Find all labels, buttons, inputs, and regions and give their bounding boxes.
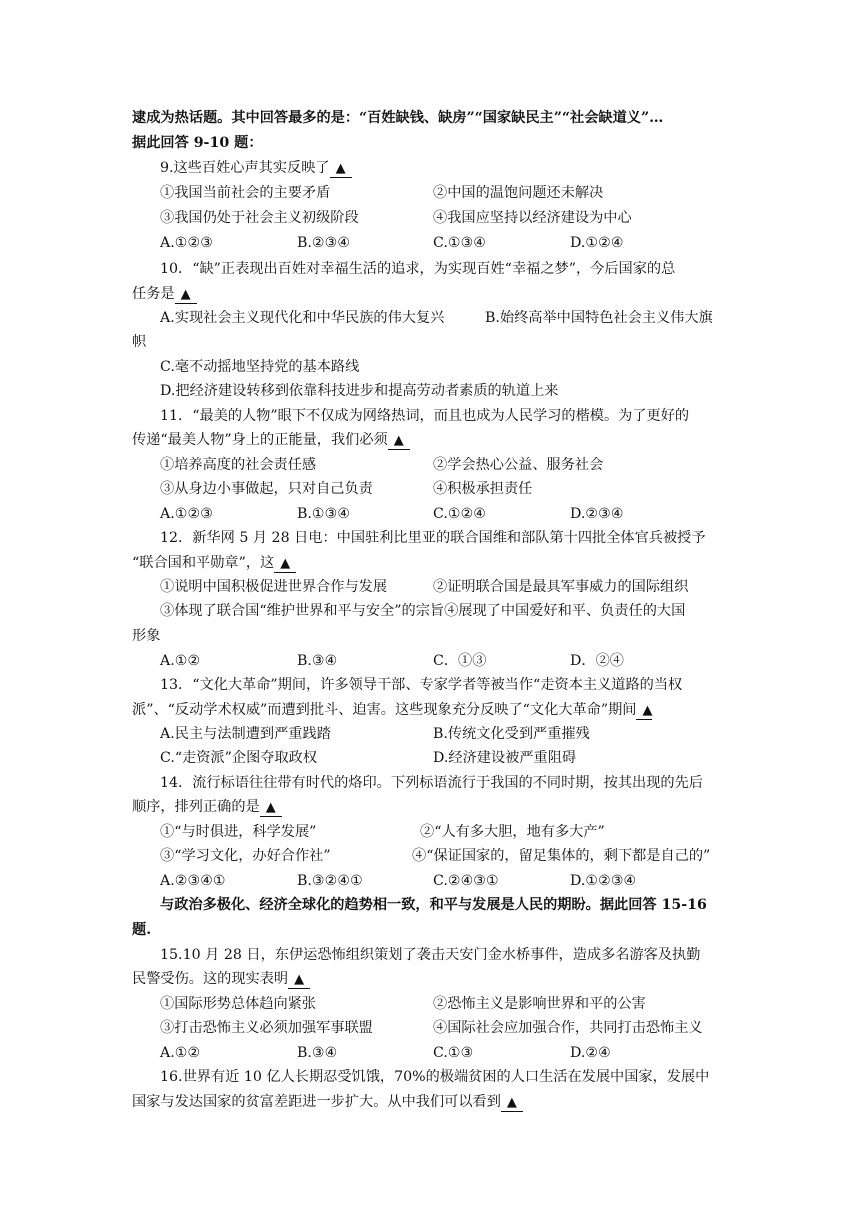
question-15-option-a: A.①② bbox=[160, 1045, 201, 1061]
question-14-stem: 14．流行标语往往带有时代的烙印。下列标语流行于我国的不同时期，按其出现的先后 bbox=[160, 775, 703, 791]
passage-intro-line: 据此回答 9-10 题： bbox=[132, 135, 263, 151]
question-10-stem: 10．“缺”正表现出百姓对幸福生活的追求，为实现百姓“幸福之梦”，今后国家的总 bbox=[160, 261, 676, 277]
question-12-item: ②证明联合国是最具军事威力的国际组织 bbox=[433, 579, 689, 595]
question-9-stem: 9.这些百姓心声其实反映了 ▲ bbox=[160, 158, 352, 178]
question-11-option-a: A.①②③ bbox=[160, 506, 213, 522]
question-15-item: ②恐怖主义是影响世界和平的公害 bbox=[433, 996, 646, 1012]
question-14-item: ②“人有多大胆，地有多大产” bbox=[420, 824, 605, 840]
question-12-option-c: C．①③ bbox=[433, 653, 487, 669]
question-10-option-a: A.实现社会主义现代化和中华民族的伟大复兴 bbox=[160, 310, 445, 326]
question-14-option-a: A.②③④① bbox=[160, 873, 226, 889]
question-15-stem-cont: 民警受伤。这的现实表明 ▲ bbox=[132, 969, 310, 989]
question-11-stem-cont: 传递“最美人物”身上的正能量，我们必须 ▲ bbox=[132, 430, 410, 450]
question-12-stem-cont: “联合国和平勋章”，这 ▲ bbox=[132, 553, 296, 573]
question-10-option-c: C.毫不动摇地坚持党的基本路线 bbox=[160, 359, 360, 375]
question-9-option-d: D.①②④ bbox=[570, 235, 624, 251]
question-11-item: ③从身边小事做起，只对自己负责 bbox=[160, 481, 373, 497]
passage-intro-line: 与政治多极化、经济全球化的趋势相一致，和平与发展是人民的期盼。据此回答 15-16 bbox=[160, 897, 707, 913]
question-9-item: ③我国仍处于社会主义初级阶段 bbox=[160, 210, 359, 226]
question-15-stem: 15.10 月 28 日，东伊运恐怖组织策划了袭击天安门金水桥事件，造成多名游客及执勤 bbox=[160, 947, 701, 963]
triangle-marker-icon: ▲ bbox=[642, 703, 653, 718]
question-15-option-d: D.②④ bbox=[570, 1045, 611, 1061]
question-9-option-a: A.①②③ bbox=[160, 235, 213, 251]
answer-blank bbox=[274, 555, 296, 573]
answer-blank bbox=[260, 799, 282, 817]
question-13-option-d: D.经济建设被严重阻碍 bbox=[433, 750, 577, 766]
question-14-item: ③“学习文化，办好合作社” bbox=[160, 848, 331, 864]
triangle-marker-icon: ▲ bbox=[335, 161, 346, 176]
answer-blank bbox=[175, 286, 197, 304]
question-13-stem-cont: 派”、“反动学术权威”而遭到批斗、迫害。这些现象充分反映了“文化大革命”期间 ▲ bbox=[132, 702, 653, 718]
question-9-item: ①我国当前社会的主要矛盾 bbox=[160, 185, 331, 201]
question-16-stem-cont: 国家与发达国家的贫富差距进一步扩大。从中我们可以看到 ▲ bbox=[132, 1092, 523, 1112]
answer-blank bbox=[501, 1094, 523, 1112]
question-11-option-c: C.①②④ bbox=[433, 506, 487, 522]
question-9-option-b: B.②③④ bbox=[297, 235, 351, 251]
question-11-item: ①培养高度的社会责任感 bbox=[160, 457, 317, 473]
question-12-option-d: D．②④ bbox=[570, 653, 624, 669]
question-11-stem: 11．“最美的人物”眼下不仅成为网络热词，而且也成为人民学习的楷模。为了更好的 bbox=[160, 408, 690, 424]
question-12-item: ③体现了联合国“维护世界和平与安全”的宗旨④展现了中国爱好和平、负责任的大国 bbox=[160, 603, 686, 619]
passage-intro-line: 逮成为热话题。其中回答最多的是：“百姓缺钱、缺房”“国家缺民主”“社会缺道义”… bbox=[132, 110, 664, 126]
question-12-option-b: B.③④ bbox=[297, 653, 338, 669]
answer-blank bbox=[636, 702, 652, 720]
question-13-option-a: A.民主与法制遭到严重践踏 bbox=[160, 726, 331, 742]
question-10-option-b: B.始终高举中国特色社会主义伟大旗 bbox=[485, 310, 713, 326]
triangle-marker-icon: ▲ bbox=[393, 433, 404, 448]
question-11-item: ②学会热心公益、服务社会 bbox=[433, 457, 604, 473]
answer-blank bbox=[330, 160, 352, 178]
triangle-marker-icon: ▲ bbox=[180, 287, 191, 302]
triangle-marker-icon: ▲ bbox=[506, 1095, 517, 1110]
question-9-option-c: C.①③④ bbox=[433, 235, 487, 251]
question-10-stem-cont: 任务是 ▲ bbox=[132, 284, 197, 304]
question-9-item: ④我国应坚持以经济建设为中心 bbox=[433, 210, 632, 226]
question-11-option-d: D.②③④ bbox=[570, 506, 624, 522]
question-9-item: ②中国的温饱问题还未解决 bbox=[433, 185, 604, 201]
answer-blank bbox=[288, 971, 310, 989]
question-14-stem-cont: 顺序，排列正确的是 ▲ bbox=[132, 797, 282, 817]
question-13-option-c: C.“走资派”企图夺取政权 bbox=[160, 750, 318, 766]
triangle-marker-icon: ▲ bbox=[294, 972, 305, 987]
answer-blank bbox=[388, 432, 410, 450]
question-12-option-a: A.①② bbox=[160, 653, 201, 669]
question-15-item: ①国际形势总体趋向紧张 bbox=[160, 996, 317, 1012]
question-12-stem: 12．新华网 5 月 28 日电：中国驻利比里亚的联合国维和部队第十四批全体官兵被授予 bbox=[160, 530, 706, 546]
question-12-item-cont: 形象 bbox=[132, 628, 161, 644]
question-10-option-b-cont: 帜 bbox=[132, 334, 147, 350]
question-14-option-b: B.③②④① bbox=[297, 873, 363, 889]
question-12-item: ①说明中国积极促进世界合作与发展 bbox=[160, 579, 388, 595]
question-10-option-d: D.把经济建设转移到依靠科技进步和提高劳动者素质的轨道上来 bbox=[160, 383, 559, 399]
question-13-option-b: B.传统文化受到严重摧残 bbox=[433, 726, 590, 742]
question-15-option-c: C.①③ bbox=[433, 1045, 474, 1061]
question-13-stem: 13．“文化大革命”期间，许多领导干部、专家学者等被当作“走资本主义道路的当权 bbox=[160, 677, 683, 693]
question-14-option-c: C.②④③① bbox=[433, 873, 499, 889]
question-14-option-d: D.①②③④ bbox=[570, 873, 637, 889]
triangle-marker-icon: ▲ bbox=[280, 556, 291, 571]
question-14-item: ①“与时俱进，科学发展” bbox=[160, 824, 317, 840]
question-14-item: ④“保证国家的，留足集体的，剩下都是自己的” bbox=[412, 848, 711, 864]
question-11-option-b: B.①③④ bbox=[297, 506, 351, 522]
question-15-option-b: B.③④ bbox=[297, 1045, 338, 1061]
question-15-item: ④国际社会应加强合作，共同打击恐怖主义 bbox=[433, 1020, 703, 1036]
passage-intro-line: 题. bbox=[132, 922, 152, 938]
question-11-item: ④积极承担责任 bbox=[433, 481, 533, 497]
question-15-item: ③打击恐怖主义必须加强军事联盟 bbox=[160, 1020, 373, 1036]
question-16-stem: 16.世界有近 10 亿人长期忍受饥饿，70%的极端贫困的人口生活在发展中国家，发展中 bbox=[160, 1069, 710, 1085]
triangle-marker-icon: ▲ bbox=[265, 800, 276, 815]
